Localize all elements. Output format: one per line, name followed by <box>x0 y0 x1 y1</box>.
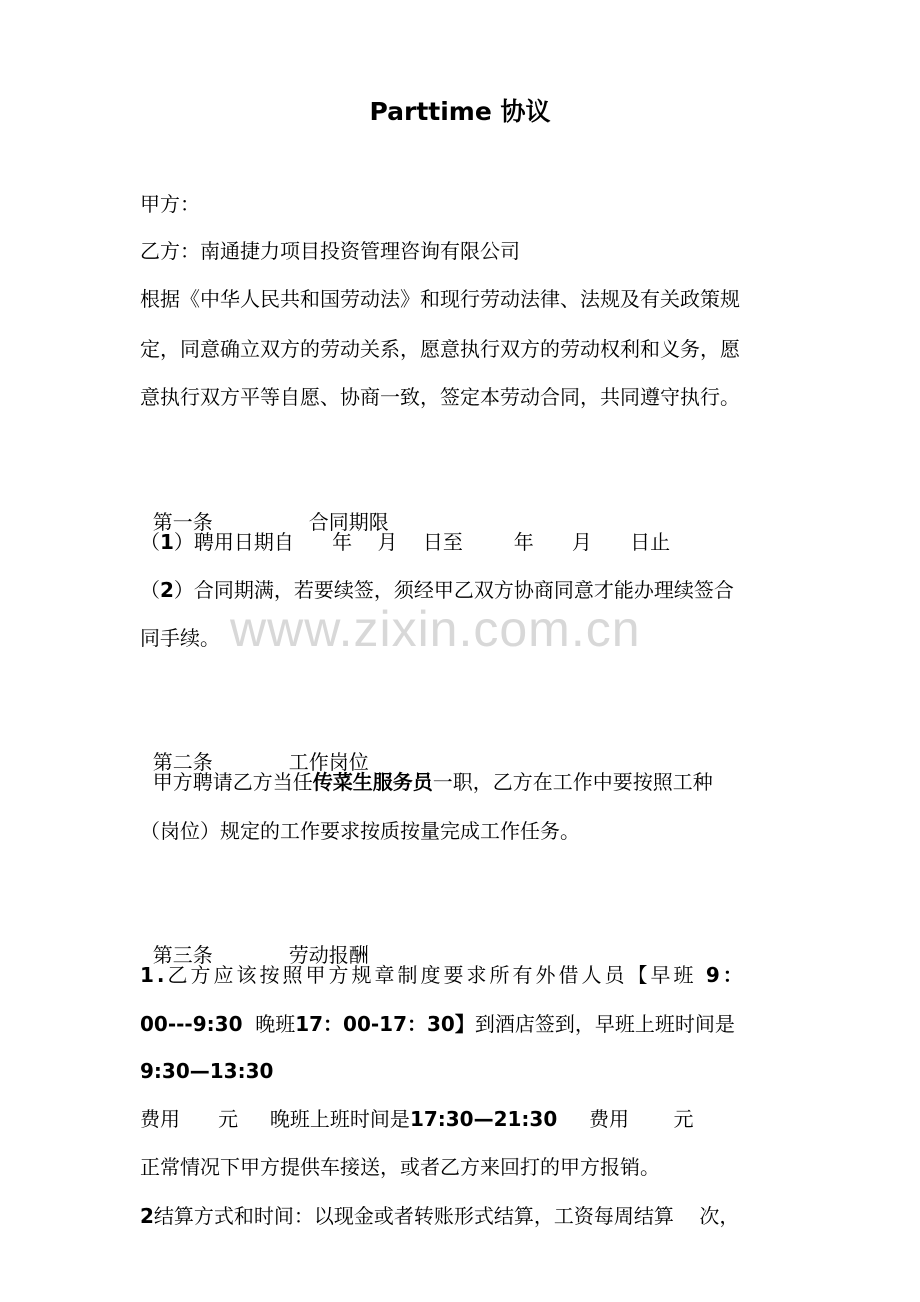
document-title: Parttime 协议 <box>369 97 551 126</box>
article3-p1-line-2: 00---9:30 晚班17：00-17：30】到酒店签到，早班上班时间是 <box>140 1012 735 1036</box>
article1-item2: （2）合同期满，若要续签，须经甲乙双方协商同意才能办理续签合 <box>140 578 734 602</box>
article1-number: 第一条 <box>152 510 213 534</box>
article2-number: 第二条 <box>152 750 213 774</box>
article3-heading: 劳动报酬 <box>288 943 369 967</box>
article3-number: 第三条 <box>152 943 213 967</box>
watermark: www.zixin.com.cn <box>230 601 641 657</box>
article2-line-2: （岗位）规定的工作要求按质按量完成工作任务。 <box>140 819 580 843</box>
position-title: 传菜生服务员 <box>312 770 433 794</box>
preamble-line-1: 根据《中华人民共和国劳动法》和现行劳动法律、法规及有关政策规 <box>140 287 740 311</box>
article1-item1: （1）聘用日期自 年 月 日至 年 月 日止 <box>140 530 671 554</box>
item-number: 1 <box>160 530 174 554</box>
party-b-line: 乙方：南通捷力项目投资管理咨询有限公司 <box>140 239 520 263</box>
item-number: 2 <box>160 578 174 602</box>
preamble-line-2: 定，同意确立双方的劳动关系，愿意执行双方的劳动权利和义务，愿 <box>140 337 740 361</box>
article3-fee-line: 费用 元 晚班上班时间是17:30—21:30 费用 元 <box>140 1107 694 1131</box>
party-a-line: 甲方： <box>140 192 200 216</box>
article2-line-1: 甲方聘请乙方当任传菜生服务员一职，乙方在工作中要按照工种 <box>140 770 713 794</box>
article3-p1-line-3: 9:30—13:30 <box>140 1059 274 1083</box>
article2-heading: 工作岗位 <box>288 750 369 774</box>
preamble-line-3: 意执行双方平等自愿、协商一致，签定本劳动合同，共同遵守执行。 <box>140 385 740 409</box>
article3-p1-line-1: 1.乙方应该按照甲方规章制度要求所有外借人员【早班 9： <box>140 963 746 987</box>
article3-p2-line: 2结算方式和时间：以现金或者转账形式结算，工资每周结算 次， <box>140 1204 740 1228</box>
article1-heading: 合同期限 <box>308 510 389 534</box>
article3-transport-line: 正常情况下甲方提供车接送，或者乙方来回打的甲方报销。 <box>140 1155 660 1179</box>
article1-item2-continued: 同手续。 <box>140 626 220 650</box>
